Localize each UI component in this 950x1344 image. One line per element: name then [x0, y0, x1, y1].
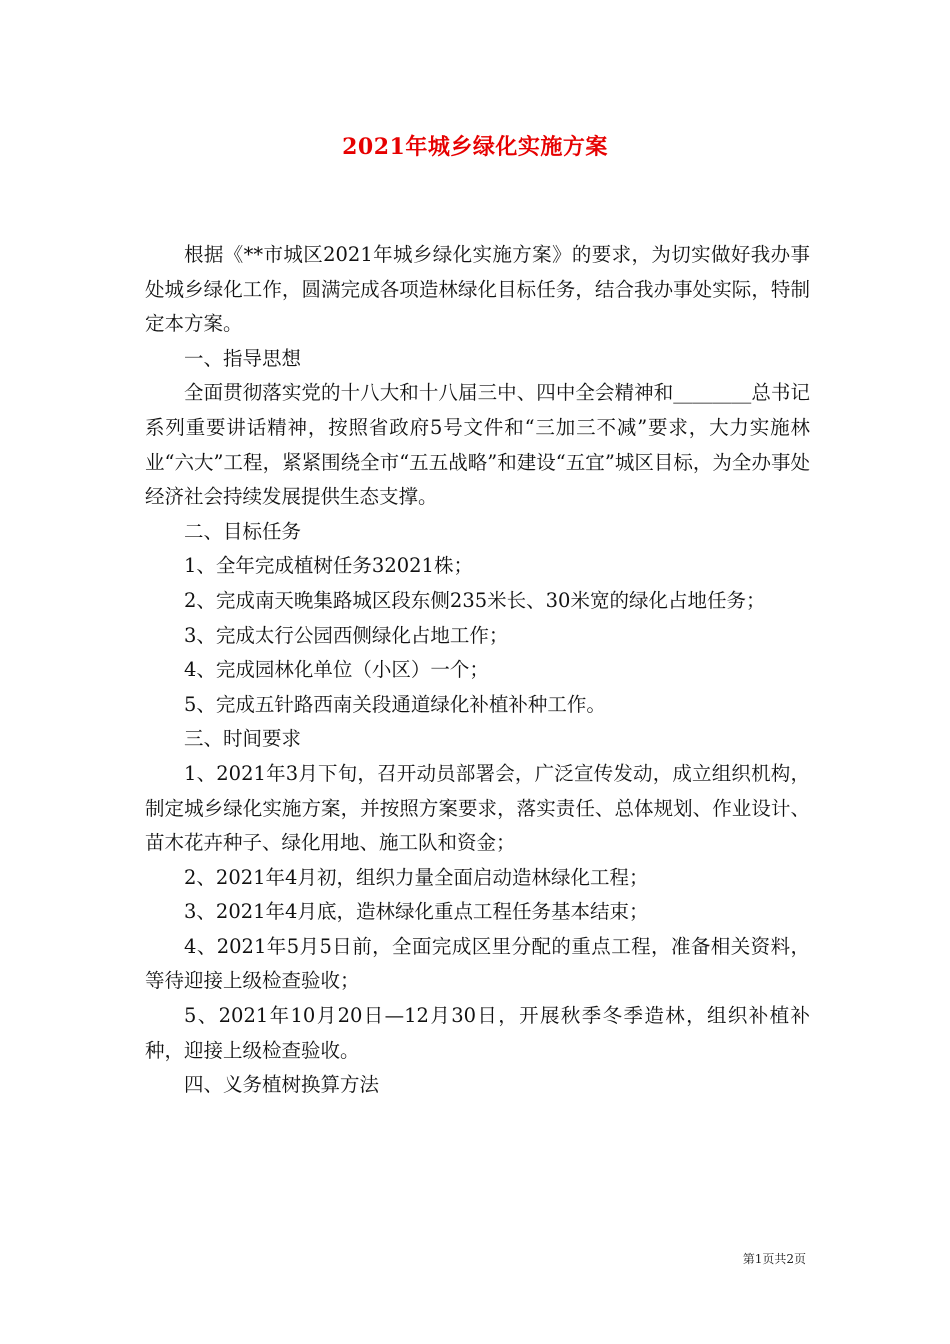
list-item: 1、2021年3月下旬，召开动员部署会，广泛宣传发动，成立组织机构，制定城乡绿化实施方案，并按照方案要求，落实责任、总体规划、作业设计、苗木花卉种子、绿化用地、施工队和资金； [145, 761, 810, 855]
list-item: 2、完成南天晚集路城区段东侧235米长、30米宽的绿化占地任务； [184, 588, 766, 612]
paragraph-intro: 根据《**市城区2021年城乡绿化实施方案》的要求，为切实做好我办事处城乡绿化工作，圆满完成各项造林绿化目标任务，结合我办事处实际，特制定本方案。 [145, 243, 810, 336]
heading-targets: 二、目标任务 [184, 519, 302, 543]
list-item: 4、完成园林化单位（小区）一个； [184, 658, 489, 682]
heading-tree-planting-conversion: 四、义务植树换算方法 [184, 1073, 380, 1097]
paragraph: 全面贯彻落实党的十八大和十八届三中、四中全会精神和________总书记系列重要讲话精神，按照省政府5号文件和“三加三不减”要求，大力实施林业“六大”工程，紧紧围绕全市“五五战略”和建设“五宜”城区目标，为全办事处经济社会持续发展提供生态支撑。 [145, 381, 810, 509]
list-item: 5、2021年10月20日—12月30日，开展秋季冬季造林，组织补植补种，迎接上级检查验收。 [145, 1004, 810, 1062]
document-title: 2021年城乡绿化实施方案 [342, 134, 608, 160]
list-item: 3、2021年4月底，造林绿化重点工程任务基本结束； [184, 900, 649, 924]
list-item: 3、完成太行公园西侧绿化占地工作； [184, 623, 509, 647]
heading-guiding-ideology: 一、指导思想 [184, 346, 302, 370]
list-item: 2、2021年4月初，组织力量全面启动造林绿化工程； [184, 865, 649, 889]
document-body [145, 238, 810, 1103]
heading-schedule: 三、时间要求 [184, 727, 302, 751]
list-item: 4、2021年5月5日前，全面完成区里分配的重点工程，准备相关资料，等待迎接上级检查验收； [145, 934, 810, 993]
list-item: 5、完成五针路西南关段通道绿化补植补种工作。 [184, 692, 606, 716]
page-number: 第1页共2页 [742, 1252, 806, 1266]
list-item: 1、全年完成植树任务32021株； [184, 554, 473, 578]
